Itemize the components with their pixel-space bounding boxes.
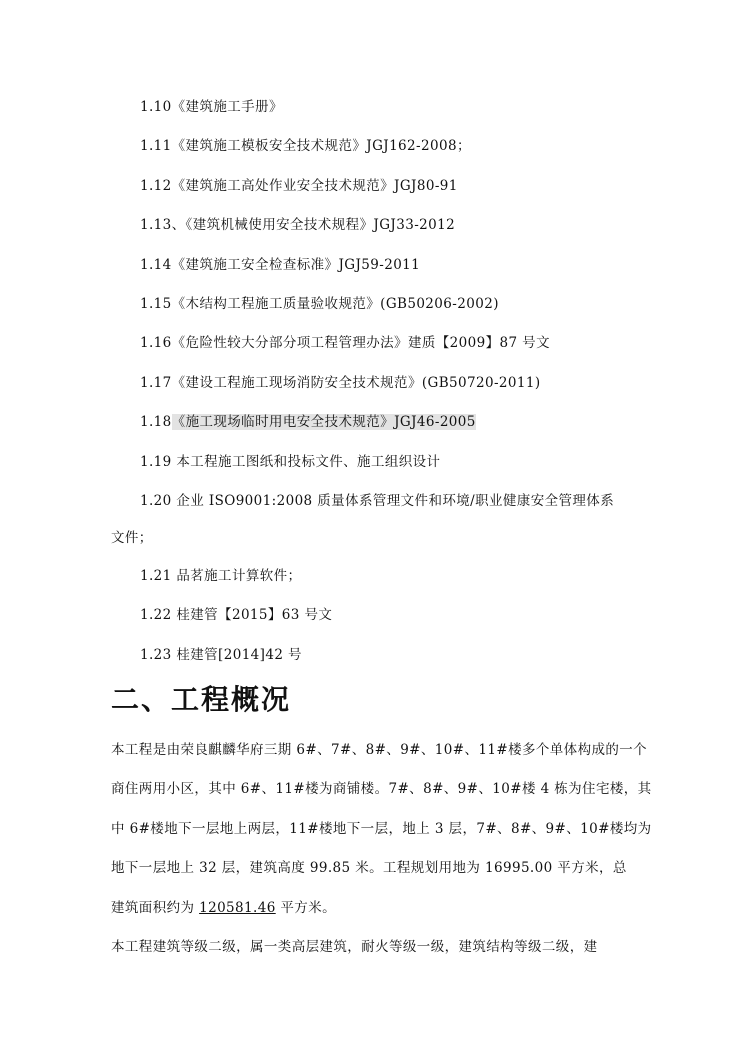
reference-item: 1.14《建筑施工安全检查标准》JGJ59-2011 — [140, 257, 421, 273]
reference-item: 1.21 品茗施工计算软件； — [140, 568, 302, 584]
reference-item: 1.16《危险性较大分部分项工程管理办法》建质【2009】87 号文 — [140, 335, 550, 351]
paragraph-line: 商住两用小区，其中 6#、11#楼为商铺楼。7#、8#、9#、10#楼 4 栋为住宅楼，其 — [111, 781, 652, 797]
reference-item: 1.17《建设工程施工现场消防安全技术规范》(GB50720-2011) — [140, 375, 541, 391]
reference-item-highlighted — [140, 412, 476, 432]
reference-item: 1.11《建筑施工模板安全技术规范》JGJ162-2008； — [140, 138, 471, 154]
reference-item: 1.20 企业 ISO9001:2008 质量体系管理文件和环境/职业健康安全管理体系 — [140, 493, 615, 509]
highlighted-text: 《施工现场临时用电安全技术规范》JGJ46-2005 — [171, 414, 476, 430]
reference-item: 1.23 桂建管[2014]42 号 — [140, 647, 302, 663]
text: 平方米。 — [275, 900, 336, 916]
paragraph-line: 本工程是由荣良麒麟华府三期 6#、7#、8#、9#、10#、11#楼多个单体构成的一个 — [111, 742, 648, 758]
reference-item: 1.19 本工程施工图纸和投标文件、施工组织设计 — [140, 454, 441, 470]
reference-item: 1.10《建筑施工手册》 — [140, 99, 283, 115]
paragraph-line: 本工程建筑等级二级，属一类高层建筑，耐火等级一级，建筑结构等级二级，建 — [111, 939, 598, 955]
reference-item: 1.22 桂建管【2015】63 号文 — [140, 607, 333, 623]
area-value: 120581.46 — [199, 900, 276, 916]
section-heading: 二、工程概况 — [111, 683, 292, 716]
reference-number: 1.18 — [140, 414, 172, 430]
reference-item-continuation: 文件； — [111, 530, 153, 546]
reference-item: 1.13、《建筑机械使用安全技术规程》JGJ33-2012 — [140, 217, 456, 233]
paragraph-line — [111, 898, 336, 918]
paragraph-line: 中 6#楼地下一层地上两层，11#楼地下一层，地上 3 层，7#、8#、9#、10#楼均为 — [111, 821, 652, 837]
reference-item: 1.15《木结构工程施工质量验收规范》(GB50206-2002) — [140, 296, 499, 312]
paragraph-line: 地下一层地上 32 层，建筑高度 99.85 米。工程规划用地为 16995.00 平方米，总 — [111, 860, 627, 876]
reference-item: 1.12《建筑施工高处作业安全技术规范》JGJ80-91 — [140, 178, 458, 194]
text: 建筑面积约为 — [111, 900, 200, 916]
